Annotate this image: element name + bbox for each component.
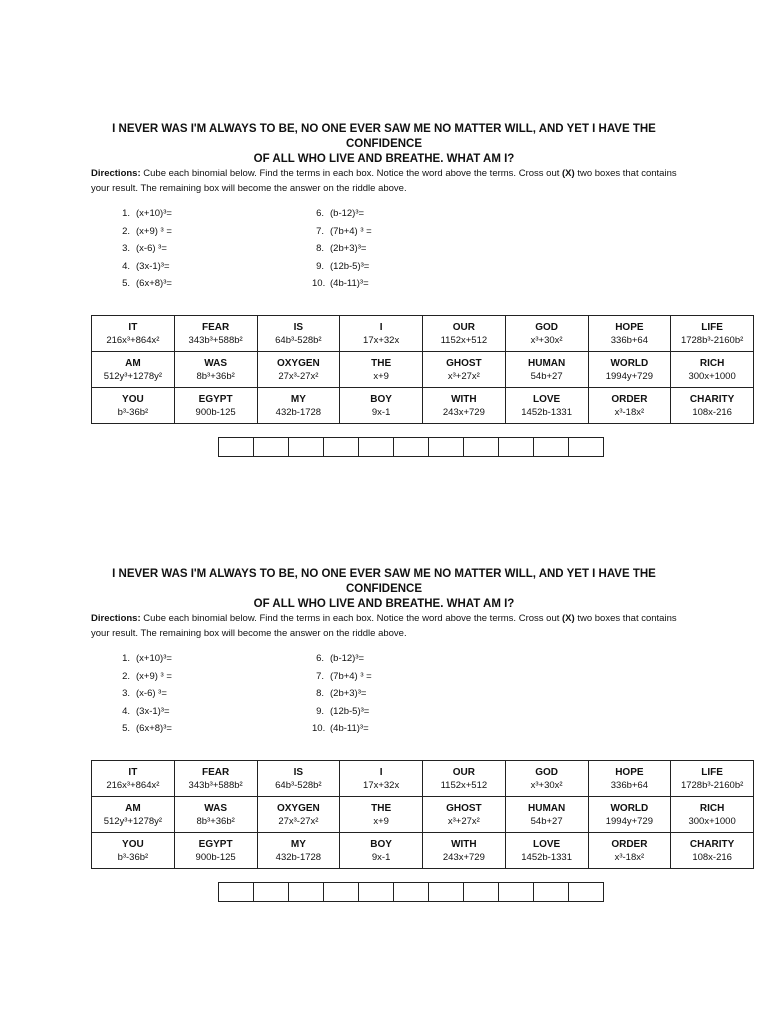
cell-word: HOPE <box>615 321 644 333</box>
word-grid-row <box>92 352 754 388</box>
riddle-line-1: I NEVER WAS I'M ALWAYS TO BE, NO ONE EVER SAW ME NO MATTER WILL, AND YET I HAVE THE CONFIDENCE <box>112 568 656 595</box>
problem-number: 5. <box>122 278 130 289</box>
word-cell[interactable] <box>92 761 175 797</box>
problem-number: 6. <box>316 208 324 219</box>
cell-terms: 1452b-1331 <box>521 851 572 863</box>
word-cell[interactable] <box>505 352 588 388</box>
cell-terms: 336b+64 <box>610 779 648 791</box>
problem-item <box>312 207 372 225</box>
word-cell[interactable] <box>505 316 588 352</box>
cell-terms: 27x³-27x² <box>278 370 319 382</box>
problem-expression: (12b-5)³= <box>330 705 370 717</box>
cell-terms: 1152x+512 <box>440 779 488 791</box>
cell-terms: 343b³+588b² <box>188 779 243 791</box>
cell-word: YOU <box>122 393 144 405</box>
word-cell[interactable] <box>671 833 754 869</box>
problem-expression: (7b+4) ³ = <box>330 670 372 682</box>
cell-word: ORDER <box>611 393 648 405</box>
word-cell[interactable] <box>671 797 754 833</box>
problem-item <box>108 277 172 295</box>
problem-item <box>108 207 172 225</box>
directions-x-marker: (X) <box>562 168 575 179</box>
problem-number: 3. <box>122 688 130 699</box>
problem-number: 9. <box>316 260 324 272</box>
cell-terms: 54b+27 <box>530 370 563 382</box>
worksheet-top <box>0 0 768 418</box>
word-cell[interactable] <box>257 833 340 869</box>
word-cell[interactable] <box>588 316 671 352</box>
word-cell[interactable] <box>588 761 671 797</box>
cell-terms: b³-36b² <box>117 851 149 863</box>
cell-terms: 8b³+36b² <box>196 370 235 382</box>
word-cell[interactable] <box>505 833 588 869</box>
cell-terms: x³-18x² <box>614 406 645 418</box>
cell-word: BOY <box>370 838 392 850</box>
word-cell[interactable] <box>588 797 671 833</box>
cell-terms: 336b+64 <box>610 334 648 346</box>
word-cell[interactable] <box>588 352 671 388</box>
cell-terms: 432b-1728 <box>275 851 322 863</box>
cell-word: RICH <box>699 357 725 369</box>
cell-terms: 1152x+512 <box>440 334 488 346</box>
directions-label: Directions: <box>91 613 141 624</box>
cell-word: LIFE <box>701 766 723 778</box>
cell-terms: x³+27x² <box>447 815 480 827</box>
cell-word: CHARITY <box>689 838 735 850</box>
problem-expression: (x+9) ³ = <box>136 225 172 237</box>
problem-item <box>312 670 372 688</box>
cell-word: HOPE <box>615 766 644 778</box>
cell-terms: 17x+32x <box>363 334 400 346</box>
problem-expression: (12b-5)³= <box>330 260 370 272</box>
answer-box[interactable] <box>498 882 534 902</box>
cell-terms: 300x+1000 <box>688 370 736 382</box>
cell-terms: 27x³-27x² <box>278 815 319 827</box>
word-grid-row <box>92 761 754 797</box>
cell-word: I <box>379 766 383 778</box>
directions-part-1: Cube each binomial below. Find the terms in each box. Notice the word above the terms. Cross out <box>140 613 563 624</box>
cell-terms: 216x³+864x² <box>106 779 160 791</box>
cell-word: GHOST <box>446 357 482 369</box>
cell-terms: 9x-1 <box>371 851 391 863</box>
answer-boxes <box>218 882 604 902</box>
problem-item <box>312 652 372 670</box>
cell-word: IT <box>128 766 138 778</box>
word-cell[interactable] <box>92 833 175 869</box>
cell-terms: 300x+1000 <box>688 815 736 827</box>
word-cell[interactable] <box>174 797 257 833</box>
cell-word: MY <box>290 393 306 405</box>
word-cell[interactable] <box>505 388 588 424</box>
cell-terms: x³-18x² <box>614 851 645 863</box>
answer-box[interactable] <box>358 882 394 902</box>
problem-expression: (2b+3)³= <box>330 688 367 699</box>
riddle-title <box>84 567 684 612</box>
problem-number: 3. <box>122 243 130 254</box>
problem-number: 5. <box>122 723 130 734</box>
problem-expression: (x-6) ³= <box>136 243 167 254</box>
problem-expression: (4b-11)³= <box>330 723 369 734</box>
problem-expression: (3x-1)³= <box>136 705 170 717</box>
problem-list-left <box>108 207 172 295</box>
problem-expression: (x+10)³= <box>136 653 172 664</box>
cell-terms: 1728b³-2160b² <box>680 334 744 346</box>
problem-number: 4. <box>122 705 130 717</box>
word-cell[interactable] <box>340 352 423 388</box>
problem-number: 7. <box>316 670 324 682</box>
cell-word: GHOST <box>446 802 482 814</box>
word-cell[interactable] <box>92 797 175 833</box>
cell-terms: x+9 <box>373 370 389 382</box>
cell-word: IS <box>293 321 304 333</box>
word-cell[interactable] <box>588 833 671 869</box>
cell-word: LIFE <box>701 321 723 333</box>
cell-word: WAS <box>204 802 228 814</box>
cell-word: GOD <box>535 766 559 778</box>
directions-x-marker: (X) <box>562 613 575 624</box>
cell-word: OXYGEN <box>276 357 320 369</box>
word-cell[interactable] <box>423 388 506 424</box>
cell-terms: 108x-216 <box>692 851 732 863</box>
word-grid <box>91 315 754 424</box>
word-cell[interactable] <box>671 316 754 352</box>
cell-word: I <box>379 321 383 333</box>
cell-word: HUMAN <box>528 802 566 814</box>
cell-word: BOY <box>370 393 392 405</box>
cell-terms: 343b³+588b² <box>188 334 243 346</box>
cell-word: EGYPT <box>198 838 233 850</box>
problem-item <box>312 242 372 260</box>
problem-number: 4. <box>122 260 130 272</box>
cell-terms: x³+30x² <box>530 779 563 791</box>
word-grid-row <box>92 388 754 424</box>
word-cell[interactable] <box>423 316 506 352</box>
cell-terms: 512y³+1278y² <box>103 815 163 827</box>
problem-item <box>312 705 372 723</box>
cell-word: FEAR <box>202 766 230 778</box>
cell-terms: x³+30x² <box>530 334 563 346</box>
word-cell[interactable] <box>340 797 423 833</box>
problem-item <box>108 705 172 723</box>
cell-word: GOD <box>535 321 559 333</box>
cell-word: CHARITY <box>689 393 735 405</box>
cell-word: THE <box>371 802 392 814</box>
answer-box[interactable] <box>428 882 464 902</box>
problem-expression: (2b+3)³= <box>330 243 367 254</box>
answer-box[interactable] <box>323 882 359 902</box>
cell-word: LOVE <box>533 393 561 405</box>
word-cell[interactable] <box>257 352 340 388</box>
problem-number: 6. <box>316 653 324 664</box>
problem-expression: (7b+4) ³ = <box>330 225 372 237</box>
word-cell[interactable] <box>423 761 506 797</box>
word-cell[interactable] <box>174 352 257 388</box>
cell-terms: 108x-216 <box>692 406 732 418</box>
word-cell[interactable] <box>174 316 257 352</box>
word-cell[interactable] <box>588 388 671 424</box>
cell-word: WORLD <box>610 357 649 369</box>
riddle-line-2: OF ALL WHO LIVE AND BREATHE. WHAT AM I? <box>253 598 515 610</box>
problem-item <box>312 722 372 740</box>
cell-word: AM <box>125 802 141 814</box>
cell-terms: 243x+729 <box>442 406 485 418</box>
word-cell[interactable] <box>671 352 754 388</box>
problem-item <box>108 260 172 278</box>
cell-terms: 64b³-528b² <box>275 779 322 791</box>
problem-expression: (3x-1)³= <box>136 260 170 272</box>
problem-list-left <box>108 652 172 740</box>
riddle-title <box>84 122 684 167</box>
problem-item <box>312 277 372 295</box>
word-cell[interactable] <box>257 388 340 424</box>
cell-word: WITH <box>451 838 477 850</box>
cell-word: YOU <box>122 838 144 850</box>
cell-terms: 9x-1 <box>371 406 391 418</box>
problem-item <box>108 722 172 740</box>
cell-terms: 1452b-1331 <box>521 406 572 418</box>
cell-terms: 432b-1728 <box>275 406 322 418</box>
word-cell[interactable] <box>340 388 423 424</box>
cell-terms: 64b³-528b² <box>275 334 322 346</box>
problem-item <box>108 687 172 705</box>
cell-terms: 1994y+729 <box>605 815 654 827</box>
cell-word: MY <box>290 838 306 850</box>
word-cell[interactable] <box>423 833 506 869</box>
directions-label: Directions: <box>91 168 141 179</box>
word-grid-row <box>92 797 754 833</box>
word-cell[interactable] <box>174 761 257 797</box>
cell-word: IT <box>128 321 138 333</box>
word-cell[interactable] <box>340 316 423 352</box>
directions-text <box>91 611 691 641</box>
directions-part-1: Cube each binomial below. Find the terms in each box. Notice the word above the terms. Cross out <box>140 168 563 179</box>
cell-terms: 900b-125 <box>195 851 236 863</box>
cell-terms: b³-36b² <box>117 406 149 418</box>
problem-item <box>312 260 372 278</box>
cell-terms: 512y³+1278y² <box>103 370 163 382</box>
problem-number: 1. <box>122 208 130 219</box>
answer-box[interactable] <box>288 882 324 902</box>
cell-terms: 1728b³-2160b² <box>680 779 744 791</box>
problem-item <box>108 670 172 688</box>
problem-number: 10. <box>312 723 326 734</box>
problem-item <box>312 225 372 243</box>
cell-word: OUR <box>452 321 475 333</box>
problem-expression: (x+9) ³ = <box>136 670 172 682</box>
answer-box[interactable] <box>393 882 429 902</box>
cell-terms: 17x+32x <box>363 779 400 791</box>
word-grid-row <box>92 833 754 869</box>
riddle-line-2: OF ALL WHO LIVE AND BREATHE. WHAT AM I? <box>253 153 515 165</box>
cell-word: THE <box>371 357 392 369</box>
cell-word: WAS <box>204 357 228 369</box>
cell-terms: x³+27x² <box>447 370 480 382</box>
problem-number: 7. <box>316 225 324 237</box>
cell-word: RICH <box>699 802 725 814</box>
answer-box[interactable] <box>533 882 569 902</box>
directions-part-2: two boxes that contains your result. The remaining box will become the answer on the riddle above. <box>91 168 677 194</box>
cell-word: FEAR <box>202 321 230 333</box>
problem-expression: (6x+8)³= <box>136 278 172 289</box>
problem-number: 1. <box>122 653 130 664</box>
problem-number: 8. <box>316 243 324 254</box>
cell-terms: 243x+729 <box>442 851 485 863</box>
problem-list-right <box>312 652 372 740</box>
cell-terms: 8b³+36b² <box>196 815 235 827</box>
directions-text <box>91 166 691 196</box>
word-grid-row <box>92 316 754 352</box>
cell-word: OUR <box>452 766 475 778</box>
answer-box[interactable] <box>253 882 289 902</box>
word-cell[interactable] <box>671 761 754 797</box>
problem-number: 10. <box>312 278 326 289</box>
cell-terms: x+9 <box>373 815 389 827</box>
cell-word: EGYPT <box>198 393 233 405</box>
riddle-line-1: I NEVER WAS I'M ALWAYS TO BE, NO ONE EVER SAW ME NO MATTER WILL, AND YET I HAVE THE CONFIDENCE <box>112 123 656 150</box>
cell-word: IS <box>293 766 304 778</box>
answer-box[interactable] <box>568 882 604 902</box>
problem-list-right <box>312 207 372 295</box>
cell-terms: 54b+27 <box>530 815 563 827</box>
word-cell[interactable] <box>92 388 175 424</box>
cell-terms: 900b-125 <box>195 406 236 418</box>
problem-expression: (b-12)³= <box>330 653 365 664</box>
answer-box[interactable] <box>463 882 499 902</box>
answer-box[interactable] <box>218 882 254 902</box>
cell-word: WORLD <box>610 802 649 814</box>
word-cell[interactable] <box>423 797 506 833</box>
word-cell[interactable] <box>505 797 588 833</box>
word-cell[interactable] <box>671 388 754 424</box>
word-cell[interactable] <box>174 833 257 869</box>
word-cell[interactable] <box>174 388 257 424</box>
word-cell[interactable] <box>423 352 506 388</box>
problem-item <box>108 242 172 260</box>
word-grid <box>91 760 754 869</box>
word-cell[interactable] <box>257 316 340 352</box>
cell-terms: 216x³+864x² <box>106 334 160 346</box>
cell-word: AM <box>125 357 141 369</box>
word-cell[interactable] <box>92 316 175 352</box>
directions-part-2: two boxes that contains your result. The remaining box will become the answer on the riddle above. <box>91 613 677 639</box>
cell-word: ORDER <box>611 838 648 850</box>
problem-expression: (4b-11)³= <box>330 278 369 289</box>
word-cell[interactable] <box>340 761 423 797</box>
problem-expression: (x+10)³= <box>136 208 172 219</box>
problem-number: 2. <box>122 670 130 682</box>
problem-expression: (b-12)³= <box>330 208 365 219</box>
word-cell[interactable] <box>505 761 588 797</box>
cell-terms: 1994y+729 <box>605 370 654 382</box>
problem-item <box>108 652 172 670</box>
problem-item <box>108 225 172 243</box>
worksheet-bottom <box>0 445 768 863</box>
cell-word: WITH <box>451 393 477 405</box>
problem-expression: (x-6) ³= <box>136 688 167 699</box>
cell-word: LOVE <box>533 838 561 850</box>
word-cell[interactable] <box>257 797 340 833</box>
problem-number: 8. <box>316 688 324 699</box>
word-cell[interactable] <box>340 833 423 869</box>
cell-word: OXYGEN <box>276 802 320 814</box>
word-cell[interactable] <box>92 352 175 388</box>
problem-number: 9. <box>316 705 324 717</box>
problem-number: 2. <box>122 225 130 237</box>
problem-expression: (6x+8)³= <box>136 723 172 734</box>
word-cell[interactable] <box>257 761 340 797</box>
cell-word: HUMAN <box>528 357 566 369</box>
problem-item <box>312 687 372 705</box>
